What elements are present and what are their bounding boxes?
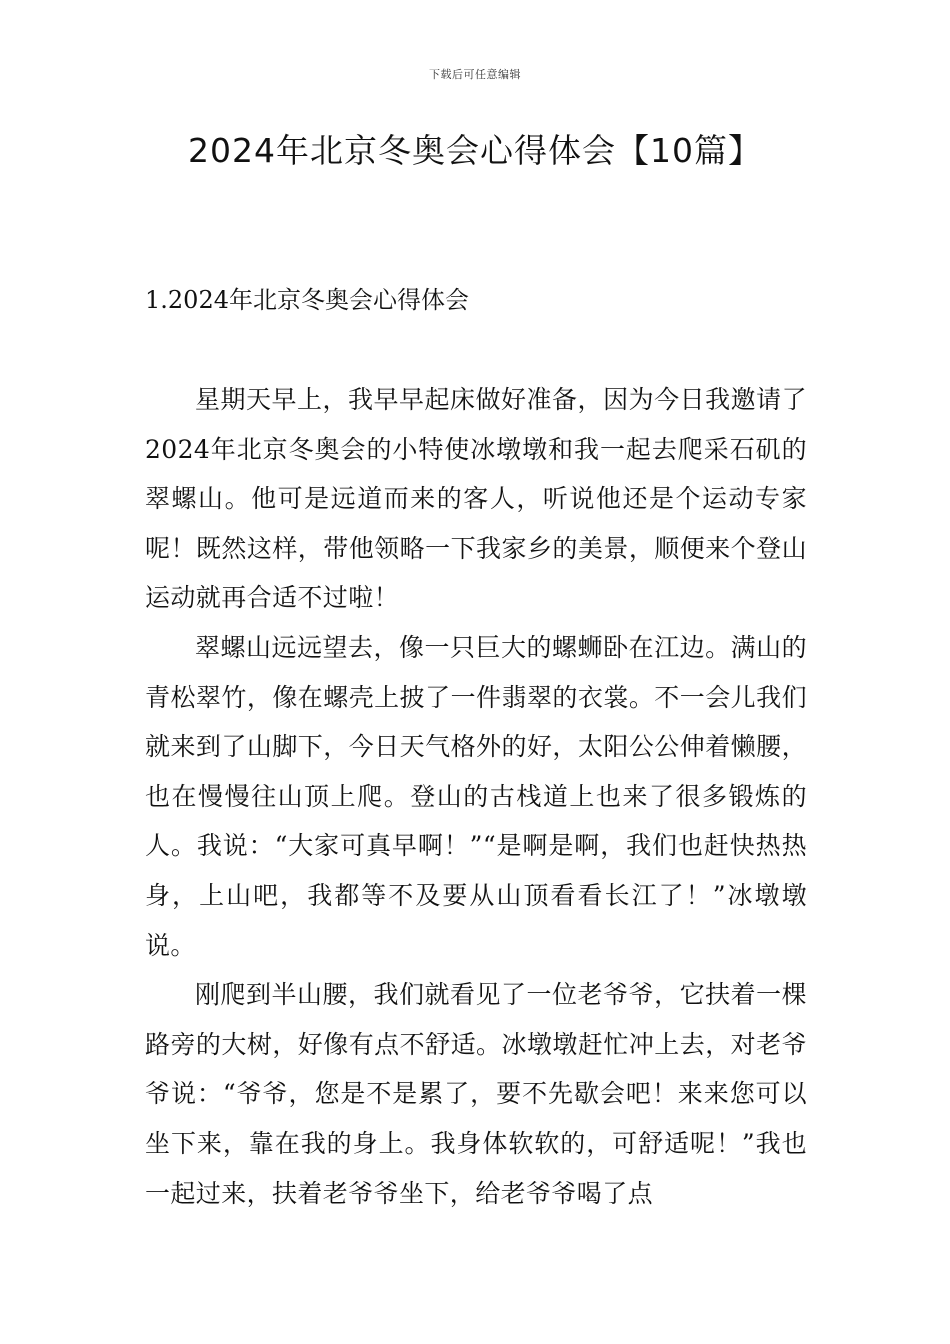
document-title: 2024年北京冬奥会心得体会【10篇】: [188, 131, 762, 170]
section-heading: 1.2024年北京冬奥会心得体会: [145, 286, 469, 314]
header-note: 下载后可任意编辑: [429, 68, 521, 81]
paragraph-1: 星期天早上，我早早起床做好准备，因为今日我邀请了2024年北京冬奥会的小特使冰墩墩和我一起去爬采石矶的翠螺山。他可是远道而来的客人，听说他还是个运动专家呢！既然这样，带他领略一下我家乡的美景，顺便来个登山运动就再合适不过啦！: [145, 385, 807, 613]
body-text: [145, 375, 807, 1218]
paragraph-2: 翠螺山远远望去，像一只巨大的螺蛳卧在江边。满山的青松翠竹，像在螺壳上披了一件翡翠的衣裳。不一会儿我们就来到了山脚下，今日天气格外的好，太阳公公伸着懒腰，也在慢慢往山顶上爬。登山的古栈道上也来了很多锻炼的人。我说：“大家可真早啊！”“是啊是啊，我们也赶快热热身，上山吧，我都等不及要从山顶看看长江了！”冰墩墩说。: [145, 632, 807, 960]
paragraph-3: 刚爬到半山腰，我们就看见了一位老爷爷，它扶着一棵路旁的大树，好像有点不舒适。冰墩墩赶忙冲上去，对老爷爷说：“爷爷，您是不是累了，要不先歇会吧！来来您可以坐下来，靠在我的身上。我身体软软的，可舒适呢！”我也一起过来，扶着老爷爷坐下，给老爷爷喝了点: [145, 980, 807, 1208]
